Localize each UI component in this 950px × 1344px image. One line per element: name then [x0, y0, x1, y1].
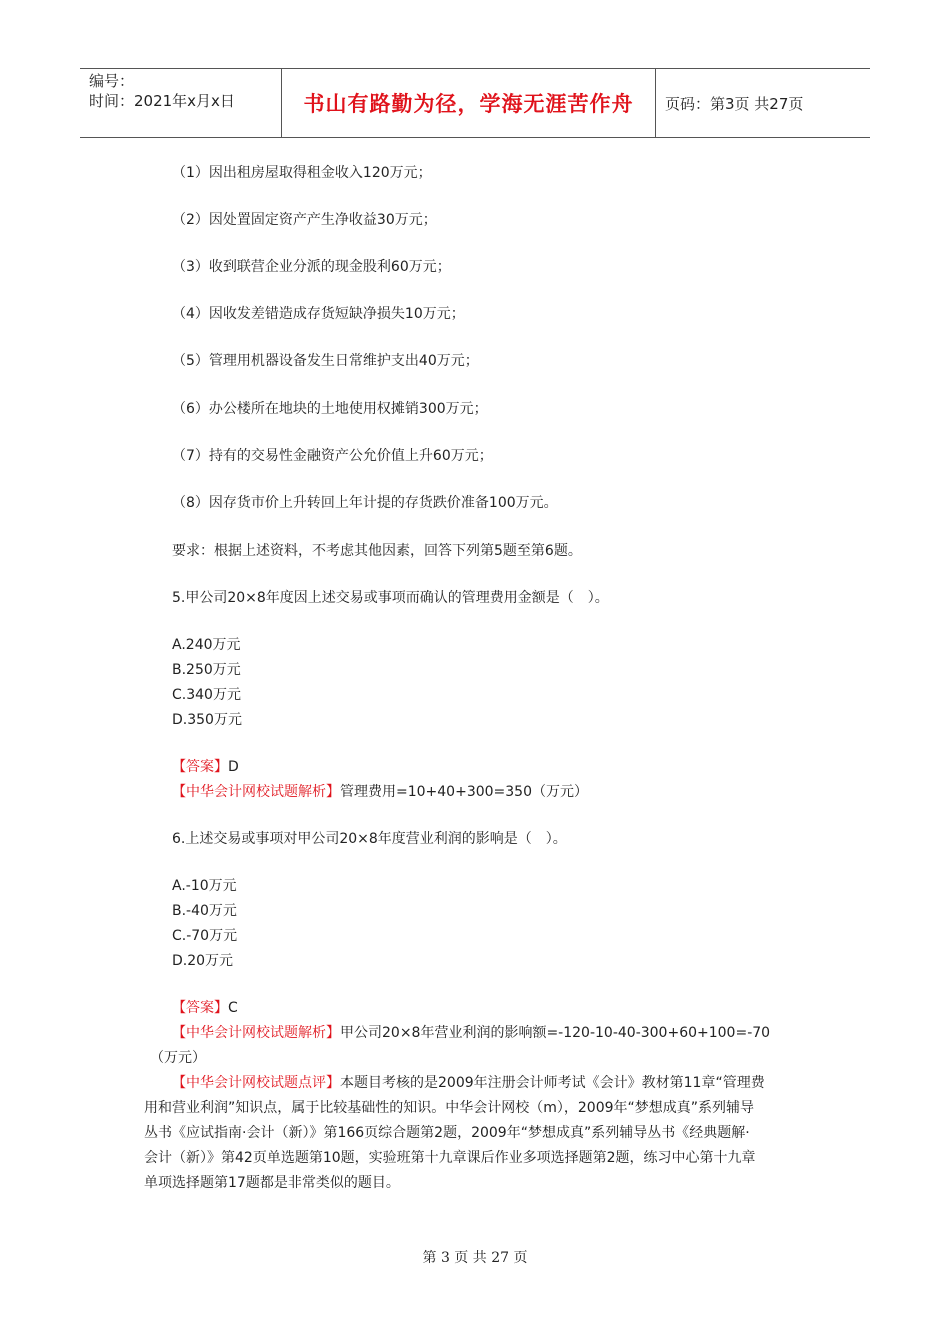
analysis-continuation: （万元） — [150, 1050, 206, 1066]
q5-answer — [172, 756, 239, 776]
q6-analysis — [172, 1022, 770, 1042]
page-footer: 第 3 页 共 27 页 — [422, 1250, 528, 1266]
comment-line: 丛书《应试指南·会计（新）》第166页综合题第2题，2009年“梦想成真”系列辅导丛书《经典题解· — [144, 1125, 750, 1141]
answer-value: D — [228, 759, 239, 775]
page-header — [80, 68, 870, 138]
q6-option-a: A.-10万元 — [172, 878, 237, 894]
header-page-code: 页码：第3页 共27页 — [665, 94, 804, 113]
q6-option-c: C.-70万元 — [172, 928, 238, 944]
q5-option-d: D.350万元 — [172, 712, 242, 728]
comment-line: 单项选择题第17题都是非常类似的题目。 — [144, 1175, 400, 1191]
answer-tag: 【答案】 — [172, 1000, 228, 1016]
analysis-tag: 【中华会计网校试题解析】 — [172, 784, 340, 800]
list-item: （2）因处置固定资产产生净收益30万元； — [172, 212, 437, 228]
question-6: 6.上述交易或事项对甲公司20×8年度营业利润的影响是（ ）。 — [172, 831, 567, 847]
q6-answer — [172, 997, 238, 1017]
header-motto: 书山有路勤为径，学海无涯苦作舟 — [281, 69, 656, 137]
q5-option-b: B.250万元 — [172, 662, 241, 678]
list-item: （6）办公楼所在地块的土地使用权摊销300万元； — [172, 401, 488, 417]
analysis-tag: 【中华会计网校试题解析】 — [172, 1025, 340, 1041]
analysis-text: 甲公司20×8年营业利润的影响额=-120-10-40-300+60+100=-70 — [340, 1025, 771, 1041]
comment-line: 会计（新）》第42页单选题第10题，实验班第十九章课后作业多项选择题第2题，练习中心第十九章 — [144, 1150, 756, 1166]
number-label: 编号： — [89, 72, 135, 90]
q5-option-a: A.240万元 — [172, 637, 241, 653]
list-item: （5）管理用机器设备发生日常维护支出40万元； — [172, 353, 479, 369]
q6-option-b: B.-40万元 — [172, 903, 237, 919]
q6-option-d: D.20万元 — [172, 953, 234, 969]
comment-tag: 【中华会计网校试题点评】 — [172, 1075, 340, 1091]
question-5: 5.甲公司20×8年度因上述交易或事项而确认的管理费用金额是（ ）。 — [172, 590, 609, 606]
answer-tag: 【答案】 — [172, 759, 228, 775]
analysis-text: 管理费用=10+40+300=350（万元） — [340, 784, 588, 800]
list-item: （1）因出租房屋取得租金收入120万元； — [172, 165, 432, 181]
q5-option-c: C.340万元 — [172, 687, 241, 703]
q5-analysis — [172, 781, 588, 801]
q6-comment — [172, 1072, 765, 1092]
header-left — [80, 69, 280, 137]
comment-line: 用和营业利润”知识点，属于比较基础性的知识。中华会计网校（m），2009年“梦想成真”系列辅导 — [144, 1100, 755, 1116]
list-item: （4）因收发差错造成存货短缺净损失10万元； — [172, 306, 465, 322]
answer-value: C — [228, 1000, 238, 1016]
requirement-text: 要求：根据上述资料，不考虑其他因素，回答下列第5题至第6题。 — [172, 543, 582, 559]
list-item: （8）因存货市价上升转回上年计提的存货跌价准备100万元。 — [172, 495, 558, 511]
comment-text: 本题目考核的是2009年注册会计师考试《会计》教材第11章“管理费 — [340, 1075, 765, 1091]
list-item: （7）持有的交易性金融资产公允价值上升60万元； — [172, 448, 493, 464]
list-item: （3）收到联营企业分派的现金股利60万元； — [172, 259, 451, 275]
time-label: 时间：2021年x月x日 — [89, 92, 235, 110]
